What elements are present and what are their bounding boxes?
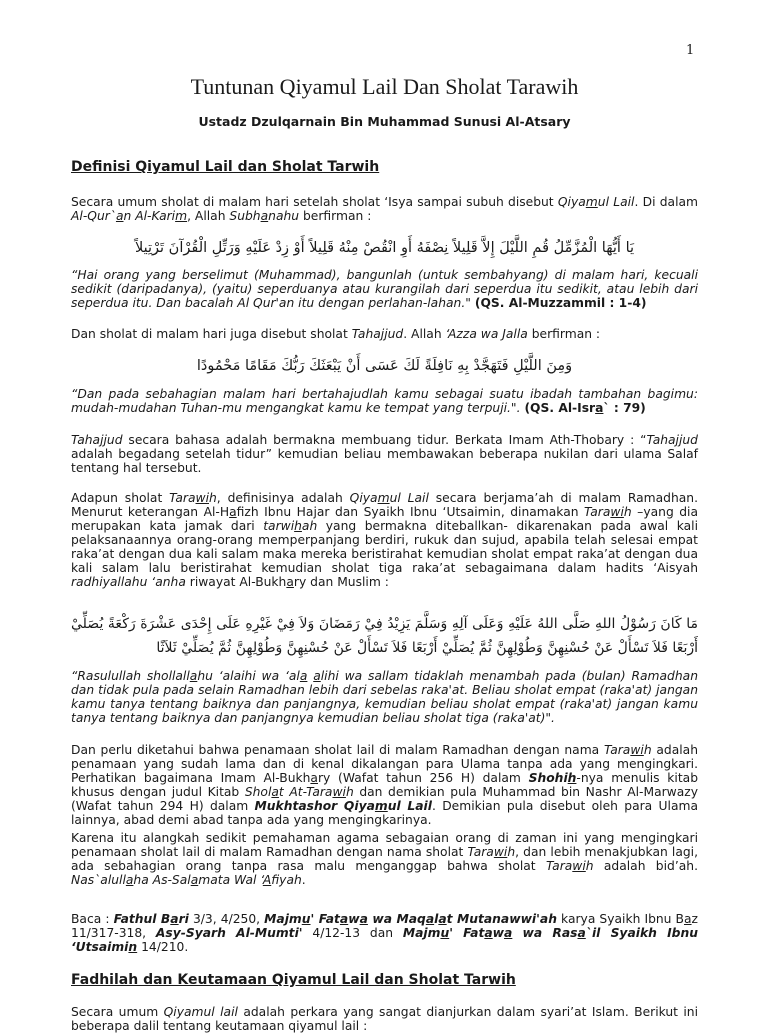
text: Dan perlu diketahui bahwa penamaan sholat lail di malam Ramadhan dengan nama <box>71 743 604 757</box>
text: fiyah <box>271 873 302 887</box>
text: ul Lail <box>387 799 432 813</box>
text: ` : 79) <box>603 401 646 415</box>
text: a <box>339 912 349 926</box>
text: a <box>504 926 513 940</box>
text: a <box>595 401 604 415</box>
text: nahu <box>268 209 300 223</box>
text: Secara umum <box>71 1005 164 1019</box>
text: mata Wal ‘ <box>198 873 263 887</box>
document-title: Tuntunan Qiyamul Lail Dan Sholat Tarawih <box>190 74 579 99</box>
text: Al-Qur` <box>71 209 116 223</box>
text: Tahajjud <box>646 433 698 447</box>
text: -nya menulis kitab khusus dengan judul Kitab <box>71 771 699 799</box>
text: wi <box>332 785 346 799</box>
text: a <box>684 912 692 926</box>
text: Shohi <box>528 771 568 785</box>
text: Subh <box>229 209 261 223</box>
text: Nas`alull <box>71 873 126 887</box>
text: ul Lail <box>597 195 635 209</box>
text: adalah begadang setelah tidur” kemudian beliau membawakan beberapa nukilan dari ulama Salaf tentang hal tersebut. <box>71 447 698 475</box>
text: u <box>301 912 311 926</box>
text: wi <box>195 491 209 505</box>
text: a <box>260 209 269 223</box>
text: u <box>440 926 450 940</box>
text: Secara umum sholat di malam hari setelah sholat ‘Isya sampai subuh disebut <box>71 195 558 209</box>
text: m <box>377 491 390 505</box>
text: m <box>585 195 598 209</box>
text: h <box>345 785 354 799</box>
paragraph-intro <box>71 195 698 223</box>
text: a <box>438 912 447 926</box>
text: dan demikian pula Muhammad bin Nashr Al-Marwazy (Wafat tahun 294 H) dalam <box>71 785 698 813</box>
arabic-verse-isra: وَمِنَ اللَّيْلِ فَتَهَجَّدْ بِهِ نَافِلَةً لَكَ عَسَى أَنْ يَبْعَثَكَ رَبُّكَ مَقَامًا مَحْمُودًا <box>196 358 573 374</box>
text: ' Fat <box>449 926 485 940</box>
text: karya Syaikh Ibnu B <box>556 912 684 926</box>
text: Adapun sholat <box>71 491 170 505</box>
text: Tara <box>169 491 196 505</box>
text: tarwi <box>263 519 295 533</box>
text: Fathul B <box>113 912 171 926</box>
text: radhiyallahu ‘anha <box>71 575 186 589</box>
text: Tara <box>545 859 573 873</box>
text: adalah penamaan yang sudah lama dan di kenal dikalangan para Ulama tanpa ada yang mengingkari. Perhatikan bagaimana Imam Al-Bukh <box>71 743 698 785</box>
text: . Di dalam <box>634 195 698 209</box>
text: m <box>374 799 388 813</box>
text: secara berjama’ah di malam Ramadhan. Menurut keterangan Al-H <box>71 491 698 519</box>
paragraph-references <box>71 912 698 954</box>
text: Dan sholat di malam hari juga disebut sholat <box>71 327 352 341</box>
text: berfirman : <box>527 327 601 341</box>
text: “Hai orang yang berselimut (Muhammad), bangunlah (untuk sembahyang) di malam hari, kecuali sedikit (daripadanya), (yaitu) seperduanya atau kurangilah dari seperdua itu sedikit, atau lebih dari seperdua itu. Dan bacalah Al Qur'an itu dengan perlahan-lahan." <box>71 268 698 310</box>
text: Tahajjud <box>351 327 404 341</box>
verse-reference: (QS. Al-Muzzammil : 1-4) <box>474 296 647 310</box>
page-number: 1 <box>686 43 695 58</box>
text: a <box>359 912 368 926</box>
text: z 11/317-318, <box>71 912 699 940</box>
text: h <box>585 859 594 873</box>
text: , dan lebih menakjubkan lagi, ada sebahagian orang tanpa rasa malu menganggap bahwa sholat <box>71 845 698 873</box>
text: “Rasulullah shollall <box>71 669 190 683</box>
text: Tara <box>603 743 631 757</box>
text: h <box>567 771 577 785</box>
author-line: Ustadz Dzulqarnain Bin Muhammad Sunusi Al-Atsary <box>198 114 571 129</box>
paragraph-tarawih-definition <box>71 491 698 589</box>
text: Tara <box>584 505 611 519</box>
text: a <box>286 575 294 589</box>
text: l <box>434 912 439 926</box>
text: a <box>310 771 318 785</box>
verse-reference <box>524 401 645 415</box>
text: berfirman : <box>299 209 372 223</box>
text: yang bermakna diteballkan- dikarenakan pada awal kali pelaksanaannya orang-orang memperpanjang berdiri, rukuk dan sujud, apabila telah selesai empat raka’at dengan dua kali salam maka mereka beristirahat kemudian sholat empat raka’at dengan dua kali salam lalu beristirahat kemudian sholat tiga raka’at sebagaimana dalam hadits ‘Aisyah <box>71 519 698 575</box>
text: n <box>128 940 138 954</box>
arabic-hadith-aisyah: مَا كَانَ رَسُوْلُ اللهِ صَلَّى اللهُ عَلَيْهِ وَعَلَى آلِهِ وَسَلَّمَ يَزِيْدُ فِيْ رَمَضَانَ وَلاَ فِيْ غَيْرِهِ عَلَى إِحْدَى عَشْرَةَ رَكْعَةً يُصَلِّيْ أَرْبَعًا فَلاَ تَسْأَلْ عَنْ حُسْنِهِنَّ وَطُوْلِهِنَّ ثُمَّ يُصَلِّيْ أَرْبَعًا فَلاَ تَسْأَلْ عَنْ حُسْنِهِنَّ وَطُوْلِهِنَّ ثُمَّ يُصَلِّيْ ثَلاَثًا <box>71 616 698 656</box>
text: a <box>190 873 199 887</box>
text: . Demikian pula disebut oleh para Ulama lainnya, abad demi abad tanpa ada yang mengingkarinya. <box>71 799 698 827</box>
text: (QS. Al-Isr <box>524 401 596 415</box>
text: a <box>189 669 198 683</box>
text: , Allah <box>187 209 230 223</box>
text: wi <box>630 743 644 757</box>
text: h <box>507 845 516 859</box>
text: wi <box>493 845 508 859</box>
text: Majm <box>402 926 441 940</box>
text: a <box>313 669 321 683</box>
translation-hadith <box>71 669 698 725</box>
text: ‘Azza wa Jalla <box>445 327 528 341</box>
paragraph-tahajjud <box>71 327 698 341</box>
text: . Allah <box>403 327 446 341</box>
text: Mukhtashor Qiya <box>254 799 375 813</box>
text: wi <box>572 859 586 873</box>
text: h <box>294 519 302 533</box>
text: n Al-Kari <box>123 209 176 223</box>
text: a <box>115 209 124 223</box>
paragraph-naming <box>71 743 698 827</box>
text: Qiya <box>349 491 378 505</box>
text: w <box>492 926 505 940</box>
text: A <box>262 873 272 887</box>
arabic-verse-muzzammil: يَا أَيُّهَا الْمُزَّمِّلُ قُمِ اللَّيْلَ إِلاَّ قَلِيلاً نِصْفَهُ أَوِ انْقُصْ مِنْهُ قَلِيلاً أَوْ زِدْ عَلَيْهِ وَرَتِّلِ الْقُرْآنَ تَرْتِيلاً <box>134 240 635 256</box>
text: m <box>175 209 188 223</box>
translation-muzzammil <box>71 268 698 310</box>
text: adalah perkara yang sangat dianjurkan dalam syari’at Islam. Berikut ini beberapa dalil tentang keutamaan qiyamul lail : <box>71 1005 698 1033</box>
text: a <box>170 912 179 926</box>
text: adalah bid’ah. <box>593 859 698 873</box>
text: ' Fat <box>310 912 340 926</box>
paragraph-tahajjud-meaning <box>71 433 698 475</box>
paragraph-fadhilah-intro <box>71 1005 698 1033</box>
text: Tahajjud <box>71 433 123 447</box>
text: Majm <box>264 912 302 926</box>
translation-isra <box>71 387 698 415</box>
section-heading-definisi: Definisi Qiyamul Lail dan Sholat Tarwih <box>71 159 380 175</box>
text: wi <box>610 505 624 519</box>
text: Tara <box>467 845 494 859</box>
text: a <box>125 873 134 887</box>
text: Shol <box>244 785 272 799</box>
text: wa Ras <box>512 926 578 940</box>
text: h <box>643 743 652 757</box>
text: a <box>425 912 435 926</box>
text: ry dan Muslim : <box>293 575 389 589</box>
text: hu ‘alaihi wa ‘al <box>197 669 300 683</box>
text: secara bahasa adalah bermakna membuang tidur. Berkata Imam Ath-Thobary : “ <box>122 433 647 447</box>
text: lihi wa sallam tidaklah menambah pada (bulan) Ramadhan dan tidak pula pada selain Ramadhan lebih dari sebelas raka'at. Beliau sholat empat (raka'at) jangan kamu tanya tentang baiknya dan panjangnya, kemudian beliau sholat empat (raka'at) jangan kamu tanya tentang baiknya dan panjangnya kemudian beliau sholat tiga (raka'at)". <box>71 669 698 725</box>
text: “Dan pada sebahagian malam hari bertahajudlah kamu sebagai suatu ibadah tambahan bagimu: mudah-mudahan Tuhan-mu mengangkat kamu ke tempat yang terpuji.". <box>71 387 698 415</box>
text: riwayat Al-Bukh <box>185 575 287 589</box>
text: a <box>229 505 237 519</box>
text: ul Lail <box>389 491 429 505</box>
text: 4/12-13 dan <box>302 926 403 940</box>
text: fizh Ibnu Hajar dan Syaikh Ibnu ‘Utsaimin, dinamakan <box>236 505 585 519</box>
text: a <box>484 926 493 940</box>
text: `il Syaikh Ibnu ‘Utsaimi <box>71 926 698 954</box>
text: a <box>577 926 586 940</box>
text: ri <box>178 912 189 926</box>
text: 14/210. <box>137 940 189 954</box>
text: Qiya <box>557 195 586 209</box>
text: t At-Tara <box>278 785 333 799</box>
text: h <box>209 491 217 505</box>
text: Qiyamul lail <box>163 1005 238 1019</box>
text: w <box>348 912 360 926</box>
text: . <box>301 873 306 887</box>
text: a <box>299 669 308 683</box>
text: Karena itu alangkah sedikit pemahaman agama sebagaian orang di zaman ini yang mengingkari penamaan sholat lail di malam Ramadhan dengan nama sholat <box>71 831 698 859</box>
text: wa Maq <box>367 912 426 926</box>
text: , definisinya adalah <box>216 491 350 505</box>
section-heading-fadhilah: Fadhilah dan Keutamaan Qiyamul Lail dan Sholat Tarwih <box>71 972 516 988</box>
text: ha As-Sal <box>133 873 191 887</box>
text: –yang dia merupakan kata jamak dari <box>71 505 699 533</box>
text: ah <box>301 519 318 533</box>
text: ry (Wafat tahun 256 H) dalam <box>317 771 529 785</box>
text: 3/3, 4/250, <box>188 912 265 926</box>
paragraph-critique <box>71 831 698 887</box>
text: Asy-Syarh Al-Mumti' <box>155 926 303 940</box>
text: Baca : <box>71 912 114 926</box>
text: h <box>623 505 632 519</box>
text: a <box>271 785 279 799</box>
text: t Mutanawwi'ah <box>446 912 557 926</box>
